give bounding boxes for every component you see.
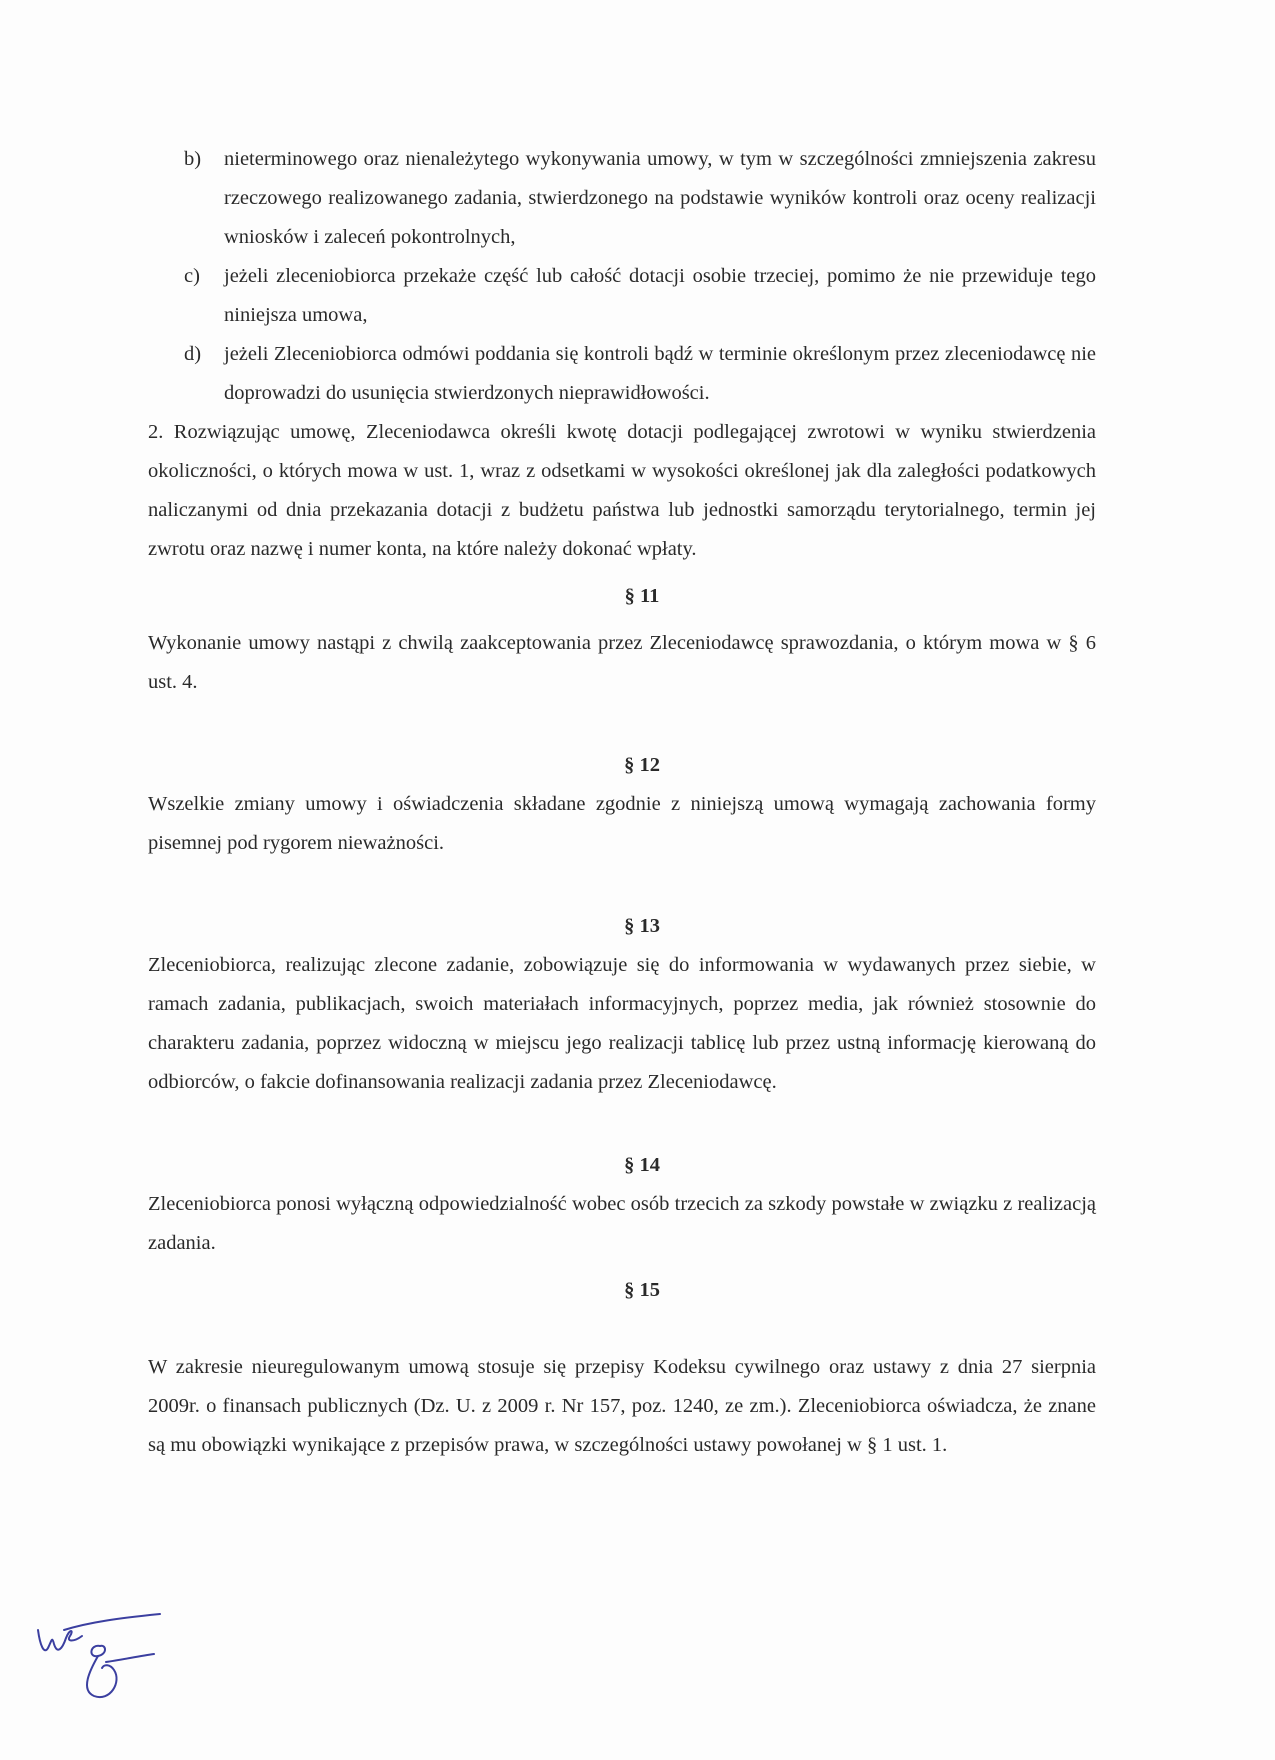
section-12-title: § 12 <box>624 754 660 776</box>
section-13-title: § 13 <box>624 915 660 937</box>
section-11-title: § 11 <box>624 585 660 607</box>
section-14-text: Zleceniobiorca ponosi wyłączną odpowiedzialność wobec osób trzecich za szkody powstałe w związku z realizacją zadania. <box>148 1193 1096 1254</box>
list-item-b <box>148 140 1096 257</box>
document-body <box>148 140 1096 1465</box>
section-11-text: Wykonanie umowy nastąpi z chwilą zaakceptowania przez Zleceniodawcę sprawozdania, o którym mowa w § 6 ust. 4. <box>148 632 1096 693</box>
paragraph-2: 2. Rozwiązując umowę, Zleceniodawca określi kwotę dotacji podlegającej zwrotowi w wyniku stwierdzenia okoliczności, o których mowa w ust. 1, wraz z odsetkami w wysokości określonej jak dla zaległości podatkowych naliczanymi od dnia przekazania dotacji z budżetu państwa lub jednostki samorządu terytorialnego, termin jej zwrotu oraz nazwę i numer konta, na które należy dokonać wpłaty. <box>148 421 1096 560</box>
section-15-text: W zakresie nieuregulowanym umową stosuje się przepisy Kodeksu cywilnego oraz ustawy z dnia 27 sierpnia 2009r. o finansach publicznych (Dz. U. z 2009 r. Nr 157, poz. 1240, ze zm.). Zleceniobiorca oświadcza, że znane są mu obowiązki wynikające z przepisów prawa, w szczególności ustawy powołanej w § 1 ust. 1. <box>148 1356 1096 1456</box>
list-item-c-text: jeżeli zleceniobiorca przekaże część lub całość dotacji osobie trzeciej, pomimo że nie przewiduje tego niniejsza umowa, <box>224 265 1096 326</box>
list-item-d <box>148 335 1096 413</box>
section-12-text: Wszelkie zmiany umowy i oświadczenia składane zgodnie z niniejszą umową wymagają zachowania formy pisemnej pod rygorem nieważności. <box>148 793 1096 854</box>
list-marker-b: b) <box>184 148 202 170</box>
list-item-c <box>148 257 1096 335</box>
section-15-title: § 15 <box>624 1279 660 1301</box>
list-item-d-text: jeżeli Zleceniobiorca odmówi poddania się kontroli bądź w terminie określonym przez zleceniodawcę nie doprowadzi do usunięcia stwierdzonych nieprawidłowości. <box>224 343 1096 404</box>
list-item-b-text: nieterminowego oraz nienależytego wykonywania umowy, w tym w szczególności zmniejszenia zakresu rzeczowego realizowanego zadania, stwierdzonego na podstawie wyników kontroli oraz oceny realizacji wniosków i zaleceń pokontrolnych, <box>224 148 1096 248</box>
list-marker-d: d) <box>184 343 202 365</box>
list-marker-c: c) <box>184 265 200 287</box>
section-13-text: Zleceniobiorca, realizując zlecone zadanie, zobowiązuje się do informowania w wydawanych przez siebie, w ramach zadania, publikacjach, swoich materiałach informacyjnych, poprzez media, jak również stosownie do charakteru zadania, poprzez widoczną w miejscu jego realizacji tablicę lub przez ustną informację kierowaną do odbiorców, o fakcie dofinansowania realizacji zadania przez Zleceniodawcę. <box>148 954 1096 1093</box>
section-14-title: § 14 <box>624 1154 660 1176</box>
signature-icon <box>30 1600 170 1710</box>
